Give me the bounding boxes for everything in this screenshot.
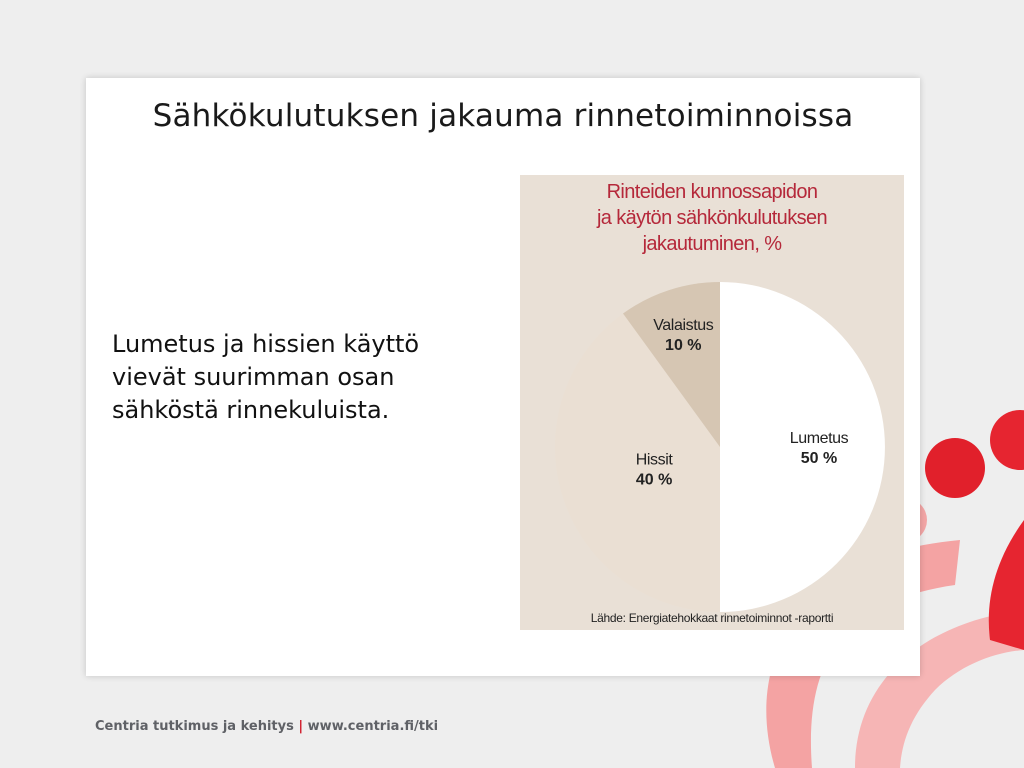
slice-value-hissit: 40 % (635, 471, 673, 489)
slice-value-valaistus: 10 % (665, 337, 702, 355)
chart-title-line-2: ja käytön sähkönkulutuksen (596, 207, 828, 229)
pie-chart-panel (520, 175, 904, 630)
slice-label-valaistus: Valaistus (653, 317, 714, 335)
body-text: Lumetus ja hissien käyttö vievät suurimman osan sähköstä rinnekuluista. (112, 330, 420, 424)
footer-separator: | (298, 719, 304, 734)
footer-org: Centria tutkimus ja kehitys (95, 719, 294, 734)
slice-value-lumetus: 50 % (800, 450, 838, 467)
slice-label-hissit: Hissit (635, 451, 673, 469)
chart-source: Lähde: Energiatehokkaat rinnetoiminnot -raportti (590, 611, 834, 625)
pie-chart (520, 175, 904, 630)
slide-card (86, 78, 920, 676)
swirl-dot-large (990, 410, 1024, 470)
swirl-arc-right (989, 520, 1024, 650)
swirl-dot-medium (925, 438, 985, 498)
chart-title-line-1: Rinteiden kunnossapidon (606, 181, 818, 203)
slide-title: Sähkökulutuksen jakauma rinnetoiminnoissa (152, 98, 854, 134)
footer (95, 719, 438, 734)
chart-title-line-3: jakautuminen, % (642, 233, 782, 255)
footer-url[interactable]: www.centria.fi/tki (307, 719, 439, 734)
slice-label-lumetus: Lumetus (789, 430, 849, 447)
pie-slice-lumetus (720, 282, 885, 612)
